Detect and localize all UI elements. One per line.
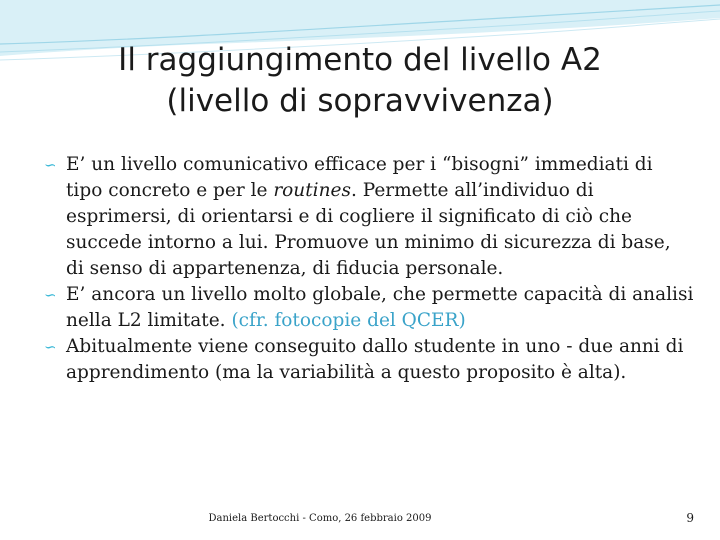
slide-title (0, 40, 720, 122)
wave-bullet-icon: ∽ (44, 338, 57, 356)
bullet-item-2 (44, 282, 694, 334)
page-number: 9 (686, 511, 694, 525)
bullet-1-emphasis: routines (273, 180, 351, 201)
slide-footer: Daniela Bertocchi - Como, 26 febbraio 2009 (208, 513, 432, 524)
bullet-1-text-pre: E’ un livello comunicativo efficace per i “bisogni” immediati di tipo concreto e per le (66, 154, 653, 201)
bullet-1-text-post: . Permette all’individuo di esprimersi, di orientarsi e di cogliere il significato di ciò che succede intorno a lui. Promuove un minimo di sicurezza di base, di senso di appartenenza, di fiducia personale. (66, 180, 671, 279)
bullet-2-text-pre: E’ ancora un livello molto globale, che permette capacità di analisi nella L2 limitate. (66, 284, 694, 331)
wave-bullet-icon: ∽ (44, 286, 57, 304)
bullet-2-highlight-link[interactable]: (cfr. fotocopie del QCER) (231, 310, 466, 331)
title-line-2: (livello di sopravvivenza) (166, 83, 554, 119)
slide-body (44, 152, 694, 386)
bullet-3-text: Abitualmente viene conseguito dallo studente in uno - due anni di apprendimento (ma la variabilità a questo proposito è alta). (66, 336, 684, 383)
bullet-item-1 (44, 152, 694, 282)
bullet-item-3 (44, 334, 694, 386)
wave-bullet-icon: ∽ (44, 156, 57, 174)
title-line-1: Il raggiungimento del livello A2 (118, 42, 602, 78)
